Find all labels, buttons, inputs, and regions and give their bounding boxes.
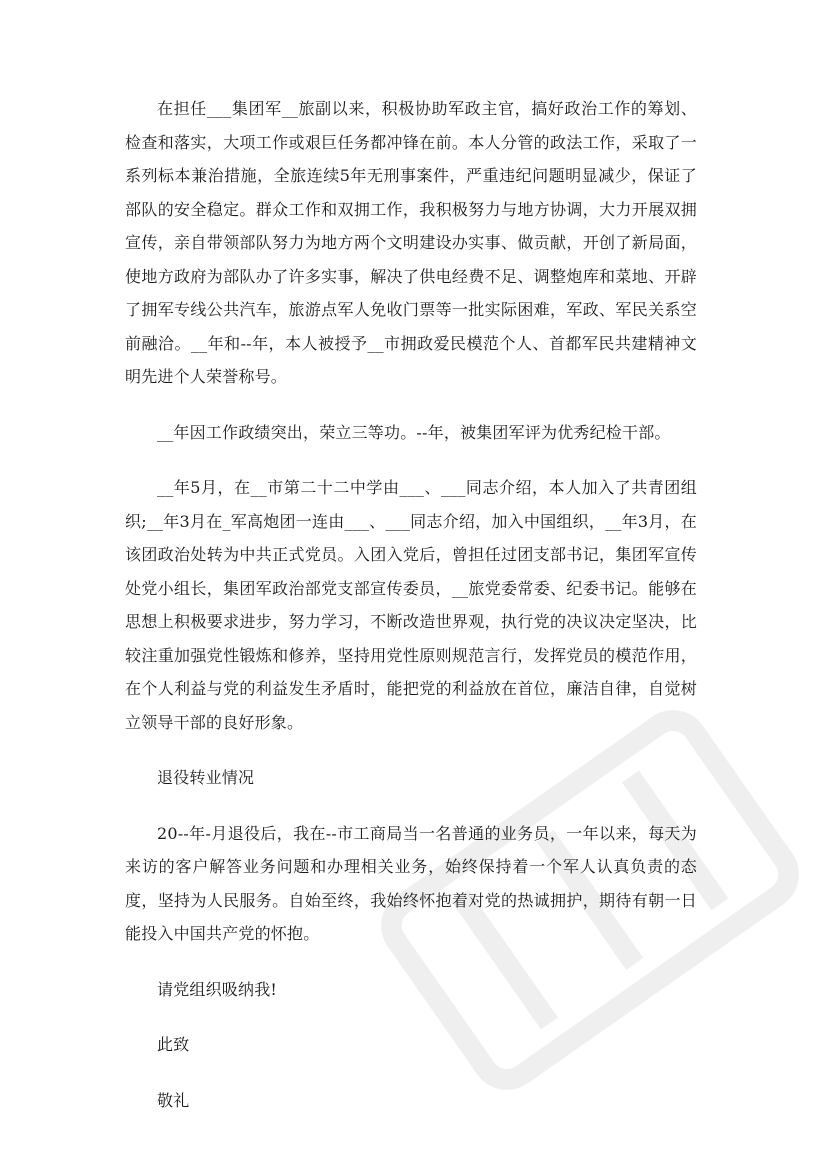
- closing-salutation: 此致: [157, 1035, 190, 1054]
- paragraph-awards: __年因工作政绩突出，荣立三等功。--年，被集团军评为优秀纪检干部。: [157, 422, 671, 442]
- section-heading-retirement: 退役转业情况: [157, 768, 255, 787]
- closing-regards: 敬礼: [157, 1090, 190, 1110]
- paragraph-service-record: 在担任___集团军__旅副以来，积极协助军政主官，搞好政治工作的筹划、检查和落实，大项工作或艰巨任务都冲锋在前。本人分管的政法工作，采取了一系列标本兼治措施，全旅连续5年无刑事案件，严重违纪问题明显减少，保证了部队的安全稳定。群众工作和双拥工作，我积极努力与地方协调，大力开展双拥宣传，亲自带领部队努力为地方两个文明建设办实事、做贡献，开创了新局面，使地方政府为部队办了许多实事，解决了供电经费不足、调整炮库和菜地、开辟了拥军专线公共汽车，旅游点军人免收门票等一批实际困难，军政、军民关系空前融洽。__年和--年，本人被授予__市拥政爱民模范个人、首都军民共建精神文明先进个人荣誉称号。: [125, 99, 697, 386]
- paragraph-party-history: __年5月，在__市第二十二中学由___、___同志介绍，本人加入了共青团组织;__年3月在_军高炮团一连由___、___同志介绍，加入中国组织，__年3月，在该团政治处转为中共正式党员。入团入党后，曾担任过团支部书记，集团军宣传处党小组长，集团军政治部党支部宣传委员，__旅党委常委、纪委书记。能够在思想上积极要求进步，努力学习，不断改造世界观，执行党的决议决定坚决，比较注重加强党性锻炼和修养，坚持用党性原则规范言行，发挥党员的模范作用，在个人利益与党的利益发生矛盾时，能把党的利益放在首位，廉洁自律，自觉树立领导干部的良好形象。: [125, 478, 697, 732]
- document-body: [125, 92, 697, 1117]
- paragraph-request: 请党组织吸纳我!: [157, 979, 278, 999]
- paragraph-retirement: 20--年-月退役后，我在--市工商局当一名普通的业务员，一年以来，每天为来访的客户解答业务问题和办理相关业务，始终保持着一个军人认真负责的态度，坚持为人民服务。自始至终，我始终怀抱着对党的热诚拥护，期待有朝一日能投入中国共产党的怀抱。: [125, 823, 697, 943]
